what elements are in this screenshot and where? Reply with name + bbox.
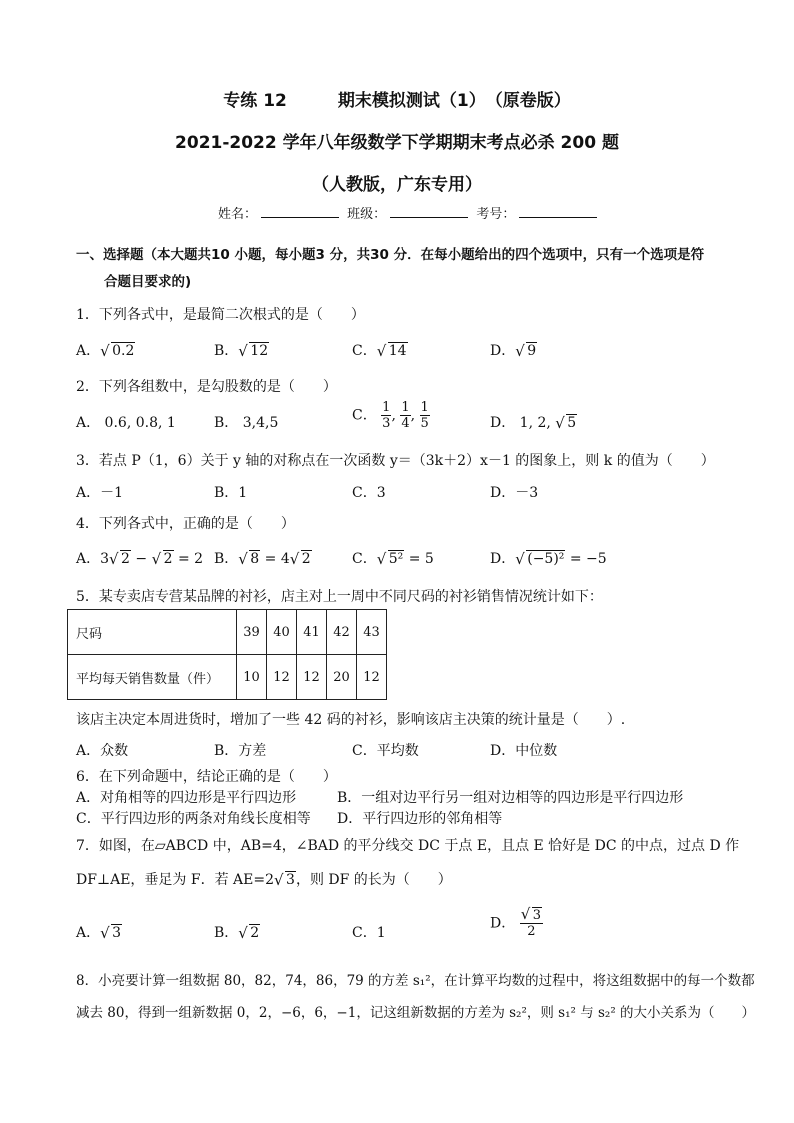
q3-option-b: B．1 (214, 485, 248, 501)
name-blank (261, 205, 339, 218)
q7-stem-line-1: 7．如图，在▱ABCD 中，AB=4，∠BAD 的平分线交 DC 于点 E，且点 E 恰好是 DC 的中点，过点 D 作 (76, 838, 740, 854)
table-cell: 平均每天销售数量（件） (68, 655, 237, 700)
q5-option-b: B．方差 (214, 743, 267, 759)
q2-stem: 2．下列各组数中，是勾股数的是（ ） (76, 379, 337, 395)
class-blank (390, 205, 468, 218)
table-cell: 12 (267, 655, 297, 700)
q1-option-d: D．√ 9 (490, 340, 537, 360)
q3-option-c: C．3 (352, 485, 386, 501)
section-heading-line-2: 合题目要求的) (104, 274, 192, 290)
q5-stem: 5．某专卖店专营某品牌的衬衫，店主对上一周中不同尺码的衬衫销售情况统计如下： (76, 589, 603, 605)
q5-option-d: D．中位数 (490, 743, 558, 759)
number-label: 考号： (476, 207, 516, 222)
q6-option-b: B．一组对边平行另一组对边相等的四边形是平行四边形 (337, 790, 684, 806)
q1-option-c: C．√ 14 (352, 340, 408, 360)
q1-option-b: B．√ 12 (214, 340, 269, 360)
q6-stem: 6．在下列命题中，结论正确的是（ ） (76, 769, 337, 785)
number-blank (519, 205, 597, 218)
q6-option-d: D．平行四边形的邻角相等 (337, 811, 503, 827)
table-cell: 42 (327, 610, 357, 655)
table-cell: 10 (237, 655, 267, 700)
q5-after-text: 该店主决定本周进货时，增加了一些 42 码的衬衫，影响该店主决策的统计量是（ ）. (76, 712, 626, 728)
q4-option-d: D．√ (−5)² = −5 (490, 548, 607, 568)
q3-option-d: D．－3 (490, 485, 539, 501)
q6-option-c: C．平行四边形的两条对角线长度相等 (76, 811, 311, 827)
table-cell: 20 (327, 655, 357, 700)
q2-option-b: B． 3,4,5 (214, 415, 279, 431)
q2-option-c: C． $\frac{1}{3}$ , $\frac{1}{4}$ , $\frac{1}{5}$ (352, 400, 429, 431)
title-line-1: 专练 12 期末模拟测试（1） （原卷版） (223, 91, 571, 111)
q1-option-a: A．√ 0.2 (76, 340, 135, 360)
q4-stem: 4．下列各式中，正确的是（ ） (76, 516, 295, 532)
table-cell: 39 (237, 610, 267, 655)
q7-option-c: C．1 (352, 925, 386, 941)
q7-stem-line-2: DF⊥AE，垂足为 F．若 AE=2√ 3，则 DF 的长为（ ） (76, 869, 452, 889)
table-cell: 12 (297, 655, 327, 700)
class-label: 班级： (347, 207, 387, 222)
q2-option-a: A． 0.6, 0.8, 1 (76, 415, 176, 431)
table-row (68, 655, 387, 700)
q5-size-table (67, 609, 387, 700)
student-info-row (218, 203, 601, 222)
q4-option-c: C．√ 5² = 5 (352, 548, 434, 568)
q7-option-d: D． √ $\frac{3}{2}$ (490, 908, 543, 939)
q2-option-d: D． 1, 2, √ 5 (490, 412, 577, 432)
q8-line-2: 减去 80，得到一组新数据 0，2，−6，6，−1，记这组新数据的方差为 s₂²，则 s₁² 与 s₂² 的大小关系为（ ） (76, 1005, 756, 1021)
q5-option-c: C．平均数 (352, 743, 419, 759)
title-line-3: （人教版，广东专用） (312, 175, 482, 195)
q3-stem: 3．若点 P（1，6）关于 y 轴的对称点在一次函数 y＝（3k＋2）x－1 的图象上，则 k 的值为（ ） (76, 453, 715, 469)
table-cell: 尺码 (68, 610, 237, 655)
table-row (68, 610, 387, 655)
q5-option-a: A．众数 (76, 743, 129, 759)
name-label: 姓名： (218, 207, 258, 222)
q1-stem: 1．下列各式中，是最简二次根式的是（ ） (76, 307, 365, 323)
section-heading-line-1: 一、选择题（本大题共10 小题，每小题3 分，共30 分．在每小题给出的四个选项中，只有一个选项是符 (76, 247, 705, 263)
q4-option-a: A．3√ 2 − √ 2 = 2 (76, 548, 203, 568)
table-cell: 41 (297, 610, 327, 655)
q3-option-a: A．－1 (76, 485, 124, 501)
table-cell: 43 (357, 610, 387, 655)
table-cell: 12 (357, 655, 387, 700)
table-cell: 40 (267, 610, 297, 655)
q7-option-b: B．√ 2 (214, 922, 260, 942)
q7-option-a: A．√ 3 (76, 922, 122, 942)
q8-line-1: 8．小亮要计算一组数据 80，82，74，86，79 的方差 s₁²，在计算平均数的过程中，将这组数据中的每一个数都 (76, 973, 755, 989)
q4-option-b: B．√ 8 = 4√ 2 (214, 548, 312, 568)
q6-option-a: A．对角相等的四边形是平行四边形 (76, 790, 297, 806)
title-line-2: 2021-2022 学年八年级数学下学期期末考点必杀 200 题 (175, 133, 619, 153)
